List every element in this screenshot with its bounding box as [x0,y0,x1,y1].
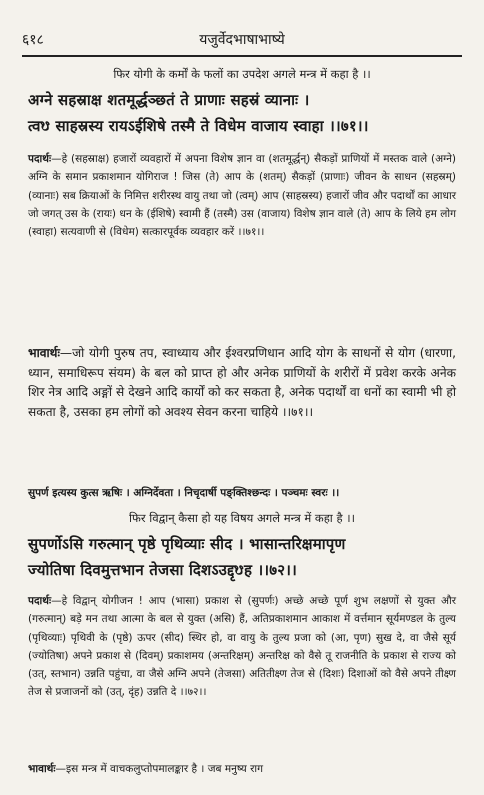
bhavartha-71 [28,344,456,422]
padartha-71 [28,150,456,241]
bhavartha-text: —इस मन्त्र में वाचकलुप्तोपमालङ्कार है । जब मनुष्य राग [55,763,263,775]
section-71-intro: फिर योगी के कर्मों के फलों का उपदेश अगले मन्त्र में कहा है ।। [113,67,371,81]
mantra-72-line-2: ज्योतिषा दिवमुत्तभान तेजसा दिशऽउद्दृᳪह ।।७२।। [28,561,298,579]
padartha-label: पदार्थः [28,153,52,165]
bhavartha-label: भावार्थः [28,763,56,775]
running-title: यजुर्वेदभाषाभाष्ये [199,32,285,48]
section-72-intro: फिर विद्वान् कैसा हो यह विषय अगले मन्त्र में कहा है ।। [129,511,355,525]
padartha-label: पदार्थः [28,595,52,607]
bhavartha-label: भावार्थः [28,346,60,360]
bhavartha-72 [28,760,456,778]
header-rule [22,55,462,57]
section-72-meta: सुपर्ण इत्यस्य कुत्स ऋषिः । अग्निर्देवता । निचृदार्षी पङ्क्तिश्छन्दः । पञ्चमः स्वरः ।। [28,487,340,499]
page-header [22,30,462,50]
mantra-71-line-1: अग्ने सहस्राक्ष शतमूर्द्धञ्छतं ते प्राणाः सहस्रं व्यानाः । [28,91,310,109]
padartha-text: —हे (सहस्राक्ष) हजारों व्यवहारों में अपना विशेष ज्ञान वा (शतमूर्द्धन्) सैकड़ों प्राणियों में मस्तक वाले (अग्ने) अग्नि के समान प्रकाशमान योगिराज ! जिस (ते) आप के (शतम्) सैकड़ों (प्राणाः) जीवन के साधन (सहस्रम्) (व्यानाः) सब क्रियाओं के निमित्त शरीरस्थ वायु तथा जो (त्वम्) आप (साहस्रस्य) हजारों जीव और पदार्थों का आधार जो जगत् उस के (रायः) धन के (ईशिषे) स्वामी हैं (तस्मै) उस (वाजाय) विशेष ज्ञान वाले (ते) आप के लिये हम लोग (स्वाहा) सत्यवाणी से (विधेम) सत्कारपूर्वक व्यवहार करें ।।७१।। [28,153,456,239]
mantra-71-line-2: त्वᳪ साहस्रस्य रायऽईशिषे तस्मै ते विधेम वाजाय स्वाहा ।।७१।। [28,117,369,135]
padartha-text: —हे विद्वान् योगीजन ! आप (भासा) प्रकाश से (सुपर्णः) अच्छे अच्छे पूर्ण शुभ लक्षणों से युक्त और (गरुत्मान्) बड़े मन तथा आत्मा के बल से युक्त (असि) हैं, अतिप्रकाशमान आकाश में वर्त्तमान सूर्यमण्डल के तुल्य (पृथिव्याः) पृथिवी के (पृष्ठे) ऊपर (सीद) स्थिर हो, वा वायु के तुल्य प्रजा को (आ, पृण) सुख दे, वा जैसे सूर्य (ज्योतिषा) अपने प्रकाश से (दिवम्) प्रकाशमय (अन्तरिक्षम्) अन्तरिक्ष को वैसे तू राजनीति के प्रकाश से राज्य को (उत्, स्तभान) उन्नति पहुंचा, वा जैसे अग्नि अपने (तेजसा) अतितीक्ष्ण तेज से (दिशः) दिशाओं को वैसे अपने तीक्ष्ण तेज से प्रजाजनों को (उत्, दृंह) उन्नति दे ।।७२।। [28,595,457,699]
mantra-72-line-1: सुपर्णोऽसि गरुत्मान् पृष्ठे पृथिव्याः सीद । भासान्तरिक्षमापृण [28,535,346,553]
padartha-72 [28,592,456,702]
page-number: ६१८ [22,32,44,48]
bhavartha-text: —जो योगी पुरुष तप, स्वाध्याय और ईश्वरप्रणिधान आदि योग के साधनों से योग (धारणा, ध्यान, समाधिरूप संयम) के बल को प्राप्त हो और अनेक प्राणियों के शरीरों में प्रवेश करके अनेक शिर नेत्र आदि अङ्गों से देखने आदि कार्यों को कर सकता है, अनेक पदार्थों वा धनों का स्वामी भी हो सकता है, उसका हम लोगों को अवश्य सेवन करना चाहिये ।।७१।। [28,346,456,419]
